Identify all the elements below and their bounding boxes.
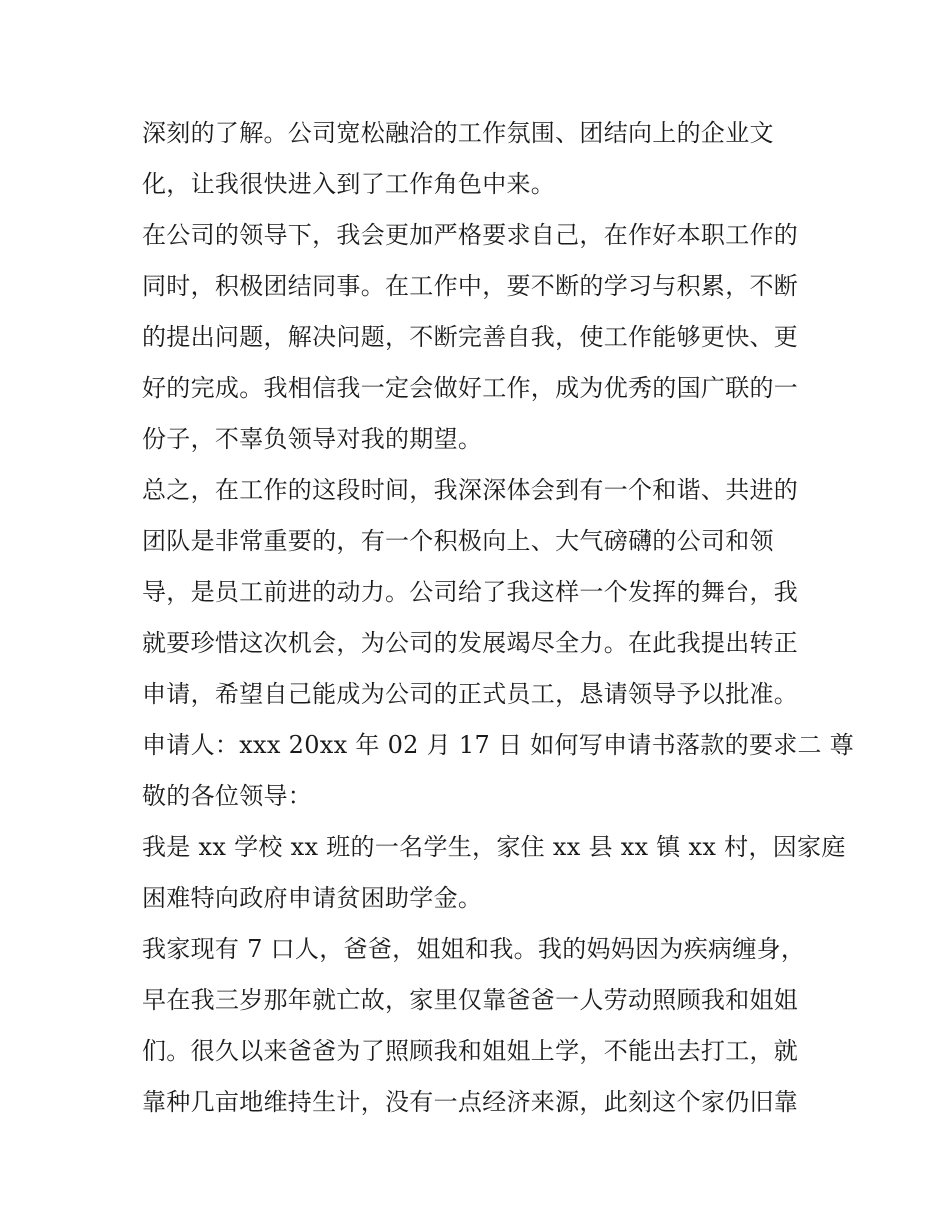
- text-line: 份子，不辜负领导对我的期望。: [142, 425, 483, 453]
- text-line: 靠种几亩地维持生计，没有一点经济来源，此刻这个家仍旧靠: [142, 1088, 799, 1116]
- text-line: 同时，积极团结同事。在工作中，要不断的学习与积累，不断: [142, 272, 799, 300]
- text-line: 困难特向政府申请贫困助学金。: [142, 884, 483, 912]
- text-line: 总之，在工作的这段时间，我深深体会到有一个和谐、共进的: [142, 476, 799, 504]
- text-line: 们。很久以来爸爸为了照顾我和姐姐上学，不能出去打工，就: [142, 1037, 799, 1065]
- text-line: 在公司的领导下，我会更加严格要求自己，在作好本职工作的: [142, 221, 799, 249]
- text-line: 化，让我很快进入到了工作角色中来。: [142, 170, 556, 198]
- text-line: 就要珍惜这次机会，为公司的发展竭尽全力。在此我提出转正: [142, 629, 799, 657]
- text-line: 申请，希望自己能成为公司的正式员工，恳请领导予以批准。: [142, 680, 799, 708]
- text-line: 我是 xx 学校 xx 班的一名学生，家住 xx 县 xx 镇 xx 村，因家庭: [142, 833, 846, 861]
- text-line: 导，是员工前进的动力。公司给了我这样一个发挥的舞台，我: [142, 578, 799, 606]
- text-line: 早在我三岁那年就亡故，家里仅靠爸爸一人劳动照顾我和姐姐: [142, 986, 799, 1014]
- text-line: 好的完成。我相信我一定会做好工作，成为优秀的国广联的一: [142, 374, 799, 402]
- text-line: 团队是非常重要的，有一个积极向上、大气磅礴的公司和领: [142, 527, 774, 555]
- text-line: 申请人：xxx 20xx 年 02 月 17 日 如何写申请书落款的要求二 尊: [142, 731, 855, 759]
- text-line: 的提出问题，解决问题，不断完善自我，使工作能够更快、更: [142, 323, 799, 351]
- document-body: [142, 108, 855, 1128]
- text-line: 深刻的了解。公司宽松融洽的工作氛围、团结向上的企业文: [142, 119, 774, 147]
- text-line: 我家现有 7 口人，爸爸，姐姐和我。我的妈妈因为疾病缠身，: [142, 935, 806, 963]
- text-line: 敬的各位领导：: [142, 782, 313, 810]
